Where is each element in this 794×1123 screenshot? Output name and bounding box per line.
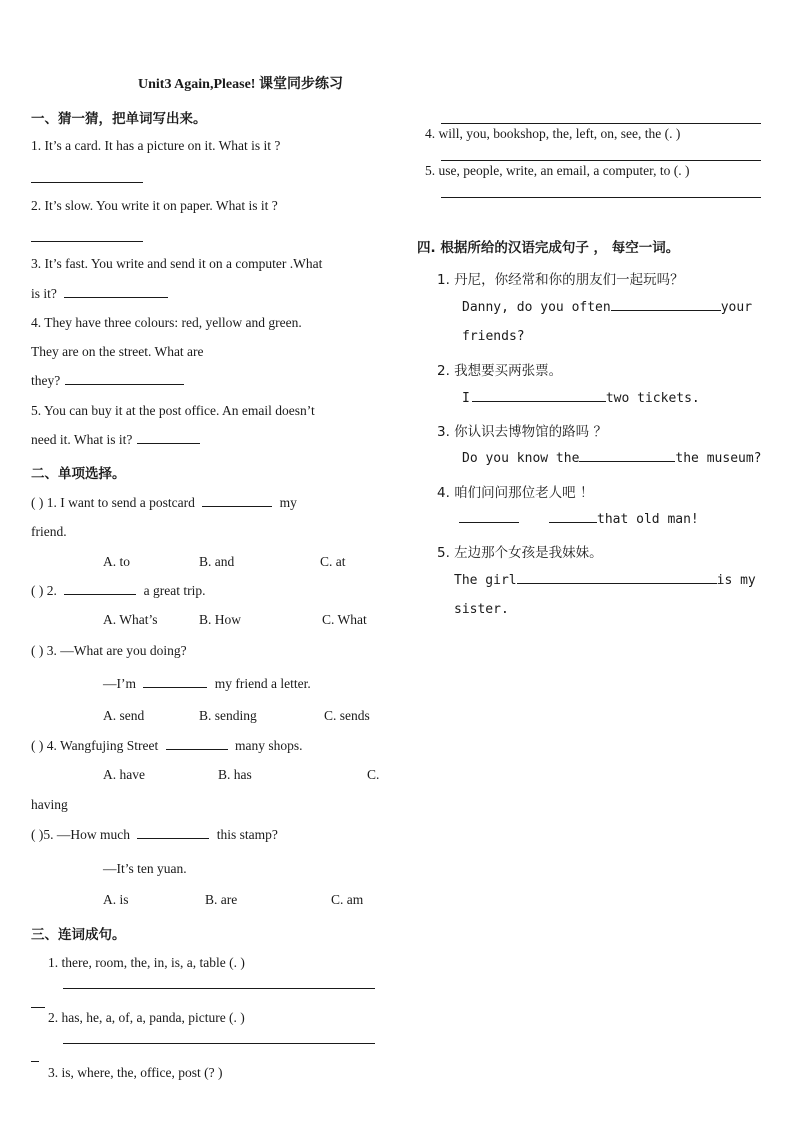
s2-q2-option-c[interactable]: C. What <box>322 612 367 627</box>
s3-answer-line-2-stub <box>31 1061 39 1062</box>
s4-q2-en-b: two tickets. <box>605 391 700 406</box>
s2-question-1-row <box>31 495 297 511</box>
s2-question-4a: ( ) 4. Wangfujing Street <box>31 738 159 753</box>
s1-answer-blank-5[interactable] <box>137 432 200 444</box>
s4-q2-english-row <box>462 390 700 406</box>
s1-question-1: 1. It’s a card. It has a picture on it. What is it ? <box>31 138 281 153</box>
s1-question-3b-row <box>31 286 168 302</box>
s2-question-2-row <box>31 583 205 599</box>
s4-q1-en-c: friends? <box>462 329 525 344</box>
s2-q4-option-b[interactable]: B. has <box>218 767 252 782</box>
s4-q2-en-a: I <box>462 391 470 406</box>
s4-q1-en-a: Danny, do you often <box>462 300 611 315</box>
s4-q5-en-b: is my <box>716 573 756 588</box>
s4-q1-en-b: your <box>720 300 753 315</box>
s2-q3-option-c[interactable]: C. sends <box>324 708 370 723</box>
s1-question-4c: they? <box>31 373 61 388</box>
s3-answer-line-3[interactable] <box>441 123 761 124</box>
s3-question-5: 5. use, people, write, an email, a computer, to (. ) <box>425 163 690 178</box>
s4-q4-blank-2[interactable] <box>549 511 597 523</box>
s4-q1-chinese: 1. 丹尼，你经常和你的朋友们一起玩吗？ <box>437 272 684 288</box>
s1-answer-blank-3[interactable] <box>64 286 168 298</box>
s2-question-1a: ( ) 1. I want to send a postcard <box>31 495 195 510</box>
s2-q5-option-c[interactable]: C. am <box>331 892 364 907</box>
s4-q5-en-c: sister. <box>454 602 509 617</box>
s2-question-2a: ( ) 2. <box>31 583 57 598</box>
s1-question-5b: need it. What is it? <box>31 432 133 447</box>
s3-answer-line-4[interactable] <box>441 160 761 161</box>
s2-q2-option-a[interactable]: A. What’s <box>103 612 158 627</box>
s3-answer-line-1-stub <box>31 1007 45 1008</box>
s2-question-1c: friend. <box>31 524 67 539</box>
s1-answer-blank-4[interactable] <box>65 373 184 385</box>
s2-question-5-row <box>31 827 278 843</box>
s2-question-5b: this stamp? <box>216 827 278 842</box>
s2-question-4b: many shops. <box>235 738 303 753</box>
s2-question-5a: ( )5. —How much <box>31 827 130 842</box>
s4-q3-blank[interactable] <box>579 450 675 462</box>
s4-q4-english-row <box>459 511 699 527</box>
s4-q2-blank[interactable] <box>472 390 606 402</box>
s2-blank-2[interactable] <box>64 583 136 595</box>
s2-question-2b: a great trip. <box>143 583 206 598</box>
s4-q5-chinese: 5. 左边那个女孩是我妹妹。 <box>437 545 603 561</box>
s2-question-1b: my <box>279 495 297 510</box>
s4-q5-english-row <box>454 572 756 588</box>
s2-q4-option-c-cont: having <box>31 797 68 812</box>
s3-answer-line-5[interactable] <box>441 197 761 198</box>
s3-question-2: 2. has, he, a, of, a, panda, picture (. ) <box>48 1010 245 1025</box>
section2-heading: 二、单项选择。 <box>31 466 126 482</box>
s4-q3-en-a: Do you know the <box>462 451 580 466</box>
s2-blank-4[interactable] <box>166 738 228 750</box>
s4-q4-blank-1[interactable] <box>459 511 519 523</box>
s2-question-3b: —I’m <box>103 676 136 691</box>
s1-answer-line-1[interactable] <box>31 182 143 183</box>
s1-question-3a: 3. It’s fast. You write and send it on a computer .What <box>31 256 323 271</box>
s2-q4-option-a[interactable]: A. have <box>103 767 145 782</box>
s2-q5-option-b[interactable]: B. are <box>205 892 238 907</box>
s2-blank-3[interactable] <box>143 676 207 688</box>
s2-question-5c: —It’s ten yuan. <box>103 861 187 876</box>
s4-q4-chinese: 4. 咱们问问那位老人吧 ！ <box>437 485 594 501</box>
s2-q2-option-b[interactable]: B. How <box>199 612 242 627</box>
s2-question-3a: ( ) 3. —What are you doing? <box>31 643 187 658</box>
s3-answer-line-2[interactable] <box>63 1043 375 1044</box>
s1-question-3b: is it? <box>31 286 57 301</box>
s1-question-2: 2. It’s slow. You write it on paper. What is it ? <box>31 198 278 213</box>
s2-question-3c: my friend a letter. <box>214 676 311 691</box>
s1-question-4b: They are on the street. What are <box>31 344 204 359</box>
s3-question-4: 4. will, you, bookshop, the, left, on, see, the (. ) <box>425 126 681 141</box>
s1-question-5a: 5. You can buy it at the post office. An email doesn’t <box>31 403 315 418</box>
section1-heading: 一、猜一猜，把单词写出来。 <box>31 111 207 127</box>
s3-question-1: 1. there, room, the, in, is, a, table (. ) <box>48 955 245 970</box>
s2-q5-option-a[interactable]: A. is <box>103 892 129 907</box>
s1-question-4c-row <box>31 373 184 389</box>
section4-heading: 四. 根据所给的汉语完成句子 ， 每空一词。 <box>417 240 680 256</box>
s2-blank-5[interactable] <box>137 827 209 839</box>
s4-q1-english-row <box>462 299 752 315</box>
s2-q1-option-c[interactable]: C. at <box>320 554 346 569</box>
s4-q5-en-a: The girl <box>454 573 517 588</box>
s4-q5-blank[interactable] <box>517 572 717 584</box>
s2-blank-1[interactable] <box>202 495 272 507</box>
s2-q1-option-b[interactable]: B. and <box>199 554 235 569</box>
s4-q1-blank[interactable] <box>611 299 721 311</box>
s4-q4-en: that old man! <box>597 512 699 527</box>
s1-question-4a: 4. They have three colours: red, yellow and green. <box>31 315 302 330</box>
s2-question-3-row <box>103 676 311 692</box>
s4-q2-chinese: 2. 我想要买两张票。 <box>437 363 563 379</box>
s2-q1-option-a[interactable]: A. to <box>103 554 130 569</box>
s2-q4-option-c[interactable]: C. <box>367 767 380 782</box>
s1-question-5b-row <box>31 432 200 448</box>
s2-q3-option-a[interactable]: A. send <box>103 708 145 723</box>
s2-question-4-row <box>31 738 303 754</box>
s4-q3-english-row <box>462 450 762 466</box>
page-title: Unit3 Again,Please! 课堂同步练习 <box>138 77 343 92</box>
section3-heading: 三、连词成句。 <box>31 927 126 943</box>
s3-question-3: 3. is, where, the, office, post (? ) <box>48 1065 223 1080</box>
s2-q3-option-b[interactable]: B. sending <box>199 708 257 723</box>
s3-answer-line-1[interactable] <box>63 988 375 989</box>
s4-q3-en-b: the museum? <box>675 451 762 466</box>
s4-q3-chinese: 3. 你认识去博物馆的路吗 ？ <box>437 424 607 440</box>
s1-answer-line-2[interactable] <box>31 241 143 242</box>
